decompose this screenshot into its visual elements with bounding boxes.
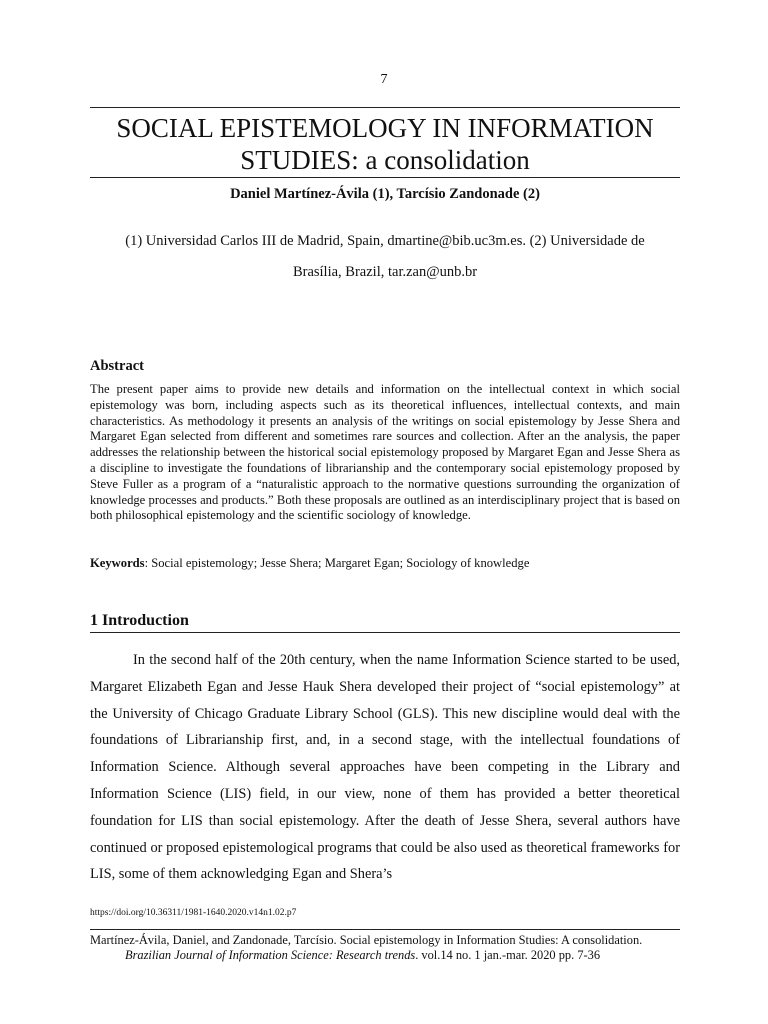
keywords-text: : Social epistemology; Jesse Shera; Margaret Egan; Sociology of knowledge: [144, 556, 530, 570]
affiliations: [90, 226, 680, 288]
title-rule-top: [90, 107, 680, 108]
footer-citation: Martínez-Ávila, Daniel, and Zandonade, Tarcísio. Social epistemology in Information Studies: A consolidation.: [90, 933, 643, 947]
abstract-heading: Abstract: [90, 358, 144, 374]
footer-journal: Brazilian Journal of Information Science: Research trends: [125, 948, 416, 962]
title-line-2: STUDIES: a consolidation: [240, 145, 530, 175]
keywords-label: Keywords: [90, 556, 145, 570]
footer-issue: . vol.14 no. 1 jan.-mar. 2020 pp. 7-36: [415, 948, 601, 962]
footer-journal-line: [125, 948, 705, 963]
title-line-1: SOCIAL EPISTEMOLOGY IN INFORMATION: [116, 113, 654, 143]
page-number: 7: [380, 72, 388, 87]
authors: Daniel Martínez-Ávila (1), Tarcísio Zandonade (2): [230, 186, 540, 202]
section-heading: 1 Introduction: [90, 612, 189, 629]
footer-rule: [90, 929, 680, 930]
abstract-text: The present paper aims to provide new details and information on the intellectual context in which social epistemology was born, including aspects such as its theoretical influences, intellectual contexts, and main characteristics. As methodology it presents an analysis of the writings on social epistemology by Jesse Shera and Margaret Egan selected from different and sometimes rare sources and collection. After an the analysis, the paper addresses the relationship between the historical social epistemology proposed by Margaret Egan and Jesse Shera as a discipline to investigate the foundations of librarianship and the contemporary social epistemology proposed by Steve Fuller as a program of a “naturalistic approach to the normative questions surrounding the organization of knowledge processes and products.” Both these proposals are outlined as an interdisciplinary project that is based on both philosophical epistemology and the scientific sociology of knowledge.: [90, 382, 680, 523]
intro-paragraph: In the second half of the 20th century, when the name Information Science started to be used, Margaret Elizabeth Egan and Jesse Hauk Shera developed their project of “social epistemology” at the University of Chicago Graduate Library School (GLS). This new discipline would deal with the foundations of Librarianship first, and, in a second stage, with the intellectual foundations of Information Science. Although several approaches have been competing in the Library and Information Science (LIS) field, in our view, none of them has provided a better theoretical foundation for LIS than social epistemology. After the death of Jesse Shera, several authors have continued or proposed epistemological programs that could be also used as theoretical frameworks for LIS, some of them acknowledging Egan and Shera’s: [90, 652, 680, 883]
doi-link[interactable]: https://doi.org/10.36311/1981-1640.2020.v14n1.02.p7: [90, 908, 297, 918]
paper-title: [90, 112, 680, 176]
section-rule: [90, 632, 680, 633]
affiliation-line-1: (1) Universidad Carlos III de Madrid, Spain, dmartine@bib.uc3m.es. (2) Universidade de: [125, 233, 645, 249]
title-rule-bottom: [90, 177, 680, 178]
affiliation-line-2: Brasília, Brazil, tar.zan@unb.br: [292, 264, 478, 280]
keywords: [90, 556, 680, 571]
